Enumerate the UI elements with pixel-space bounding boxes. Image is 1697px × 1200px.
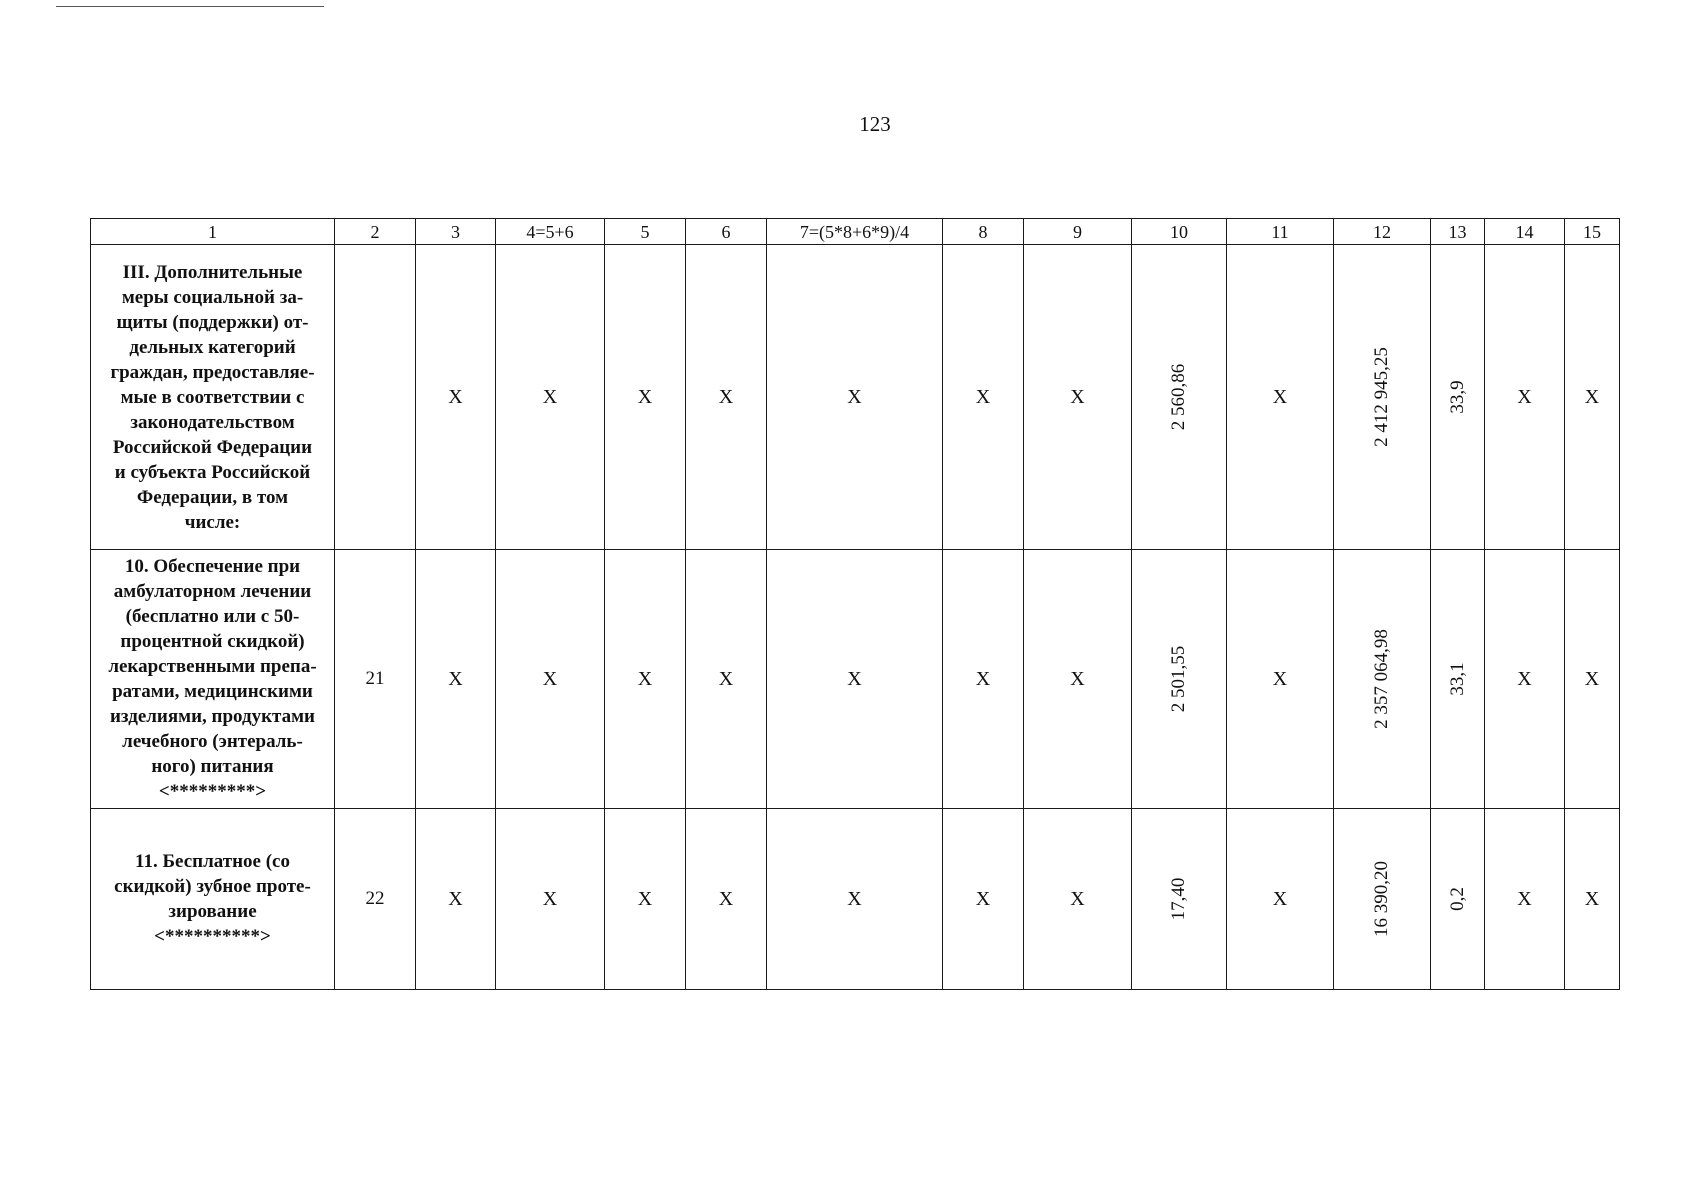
x-mark: X xyxy=(605,809,686,990)
col10-cell xyxy=(1132,550,1227,809)
col10-value: 2 560,86 xyxy=(1168,363,1189,431)
x-mark: X xyxy=(416,245,496,550)
x-mark: X xyxy=(1227,550,1334,809)
column-header: 13 xyxy=(1431,219,1485,245)
x-mark: X xyxy=(1565,245,1620,550)
top-rule xyxy=(56,6,324,7)
col10-cell xyxy=(1132,245,1227,550)
col13-cell xyxy=(1431,550,1485,809)
col12-cell xyxy=(1334,550,1431,809)
col10-value: 2 501,55 xyxy=(1168,645,1189,713)
column-header: 7=(5*8+6*9)/4 xyxy=(767,219,943,245)
x-mark: X xyxy=(1485,245,1565,550)
x-mark: X xyxy=(416,809,496,990)
x-mark: X xyxy=(1024,809,1132,990)
x-mark: X xyxy=(1227,245,1334,550)
column-header: 4=5+6 xyxy=(496,219,605,245)
column-header: 8 xyxy=(943,219,1024,245)
row-name: 11. Бесплатное (со скидкой) зубное проте- зирование <**********> xyxy=(91,809,335,990)
column-header: 3 xyxy=(416,219,496,245)
x-mark: X xyxy=(767,550,943,809)
column-header: 2 xyxy=(335,219,416,245)
x-mark: X xyxy=(767,245,943,550)
column-header: 5 xyxy=(605,219,686,245)
row-code: 22 xyxy=(335,809,416,990)
column-header: 9 xyxy=(1024,219,1132,245)
col13-value: 33,9 xyxy=(1446,380,1468,414)
col12-cell xyxy=(1334,809,1431,990)
x-mark: X xyxy=(496,550,605,809)
x-mark: X xyxy=(1024,550,1132,809)
col13-value: 0,2 xyxy=(1446,887,1468,911)
col12-value: 2 357 064,98 xyxy=(1371,629,1392,729)
x-mark: X xyxy=(943,550,1024,809)
x-mark: X xyxy=(416,550,496,809)
x-mark: X xyxy=(686,245,767,550)
x-mark: X xyxy=(943,809,1024,990)
x-mark: X xyxy=(686,550,767,809)
table-row xyxy=(91,809,1620,990)
x-mark: X xyxy=(943,245,1024,550)
x-mark: X xyxy=(1024,245,1132,550)
col10-cell xyxy=(1132,809,1227,990)
data-table xyxy=(90,218,1620,990)
x-mark: X xyxy=(686,809,767,990)
col13-value: 33,1 xyxy=(1446,662,1468,696)
page-number: 123 xyxy=(859,112,891,136)
row-code: 21 xyxy=(335,550,416,809)
x-mark: X xyxy=(1485,550,1565,809)
row-name: III. Дополнительные меры социальной за- щиты (поддержки) от- дельных категорий граждан, предоставляе- мые в соответствии с законодательством Российской Федерации и субъекта Российской Федерации, в том числе: xyxy=(91,245,335,550)
table-row xyxy=(91,550,1620,809)
col13-cell xyxy=(1431,245,1485,550)
header-row xyxy=(91,219,1620,245)
row-name: 10. Обеспечение при амбулаторном лечении (бесплатно или с 50- процентной скидкой) лекарственными препа- ратами, медицинскими изделиями, продуктами лечебного (энтераль- ного) питания <*********> xyxy=(91,550,335,809)
x-mark: X xyxy=(605,550,686,809)
column-header: 1 xyxy=(91,219,335,245)
column-header: 14 xyxy=(1485,219,1565,245)
table-row xyxy=(91,245,1620,550)
column-header: 12 xyxy=(1334,219,1431,245)
column-header: 6 xyxy=(686,219,767,245)
col12-value: 16 390,20 xyxy=(1371,861,1392,937)
column-header: 10 xyxy=(1132,219,1227,245)
row-code xyxy=(335,245,416,550)
x-mark: X xyxy=(605,245,686,550)
col12-value: 2 412 945,25 xyxy=(1371,347,1392,447)
x-mark: X xyxy=(767,809,943,990)
x-mark: X xyxy=(1227,809,1334,990)
column-header: 15 xyxy=(1565,219,1620,245)
x-mark: X xyxy=(1565,550,1620,809)
col12-cell xyxy=(1334,245,1431,550)
col10-value: 17,40 xyxy=(1168,877,1189,921)
col13-cell xyxy=(1431,809,1485,990)
column-header: 11 xyxy=(1227,219,1334,245)
x-mark: X xyxy=(1565,809,1620,990)
x-mark: X xyxy=(496,809,605,990)
x-mark: X xyxy=(1485,809,1565,990)
x-mark: X xyxy=(496,245,605,550)
